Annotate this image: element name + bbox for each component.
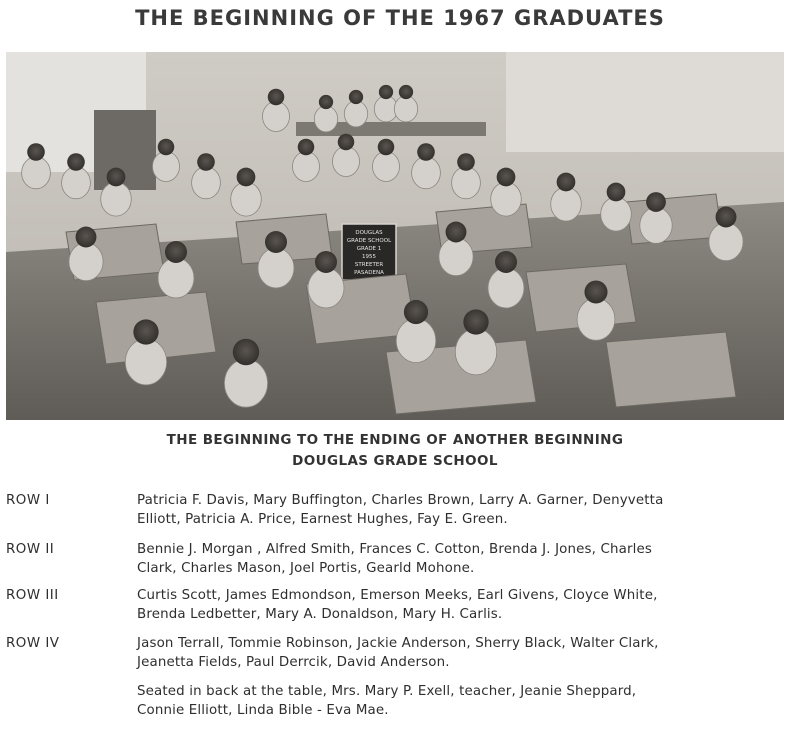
names-line: Connie Elliott, Linda Bible - Eva Mae. — [137, 703, 389, 718]
names-line: Jeanetta Fields, Paul Derrcik, David Anderson. — [137, 655, 450, 670]
row-names — [137, 682, 789, 720]
names-line: Elliott, Patricia A. Price, Earnest Hughes, Fay E. Green. — [137, 512, 508, 527]
names-line: Brenda Ledbetter, Mary A. Donaldson, Mary H. Carlis. — [137, 607, 503, 622]
page-heading: THE BEGINNING OF THE 1967 GRADUATES — [135, 6, 665, 30]
sign-line-2: GRADE SCHOOL — [346, 238, 392, 244]
names-line: Curtis Scott, James Edmondson, Emerson Meeks, Earl Givens, Cloyce White, — [137, 588, 658, 603]
row-label: ROW III — [6, 588, 59, 603]
names-line: Seated in back at the table, Mrs. Mary P. Exell, teacher, Jeanie Sheppard, — [137, 684, 637, 699]
row-names — [137, 634, 789, 672]
sign-line-5: STREETER — [354, 262, 384, 268]
row-names — [137, 586, 789, 624]
row-label: ROW IV — [6, 636, 60, 651]
caption-line-2: DOUGLAS GRADE SCHOOL — [292, 453, 498, 469]
sign-line-3: GRADE 1 — [356, 246, 382, 252]
row-names — [137, 491, 789, 529]
row-names — [137, 540, 789, 578]
sign-line-1: DOUGLAS — [355, 230, 383, 236]
class-photograph — [6, 52, 784, 420]
sign-line-6: PASADENA — [354, 270, 384, 276]
caption-line-1: THE BEGINNING TO THE ENDING OF ANOTHER BEGINNING — [166, 432, 624, 448]
names-line: Bennie J. Morgan , Alfred Smith, Frances C. Cotton, Brenda J. Jones, Charles — [137, 542, 653, 557]
names-line: Jason Terrall, Tommie Robinson, Jackie Anderson, Sherry Black, Walter Clark, — [137, 636, 659, 651]
classroom-photo-illustration — [6, 52, 784, 420]
sign-line-4: 1955 — [362, 254, 376, 260]
names-line: Clark, Charles Mason, Joel Portis, Gearld Mohone. — [137, 561, 475, 576]
names-line: Patricia F. Davis, Mary Buffington, Charles Brown, Larry A. Garner, Denyvetta — [137, 493, 664, 508]
row-label: ROW II — [6, 542, 55, 557]
row-label: ROW I — [6, 493, 50, 508]
